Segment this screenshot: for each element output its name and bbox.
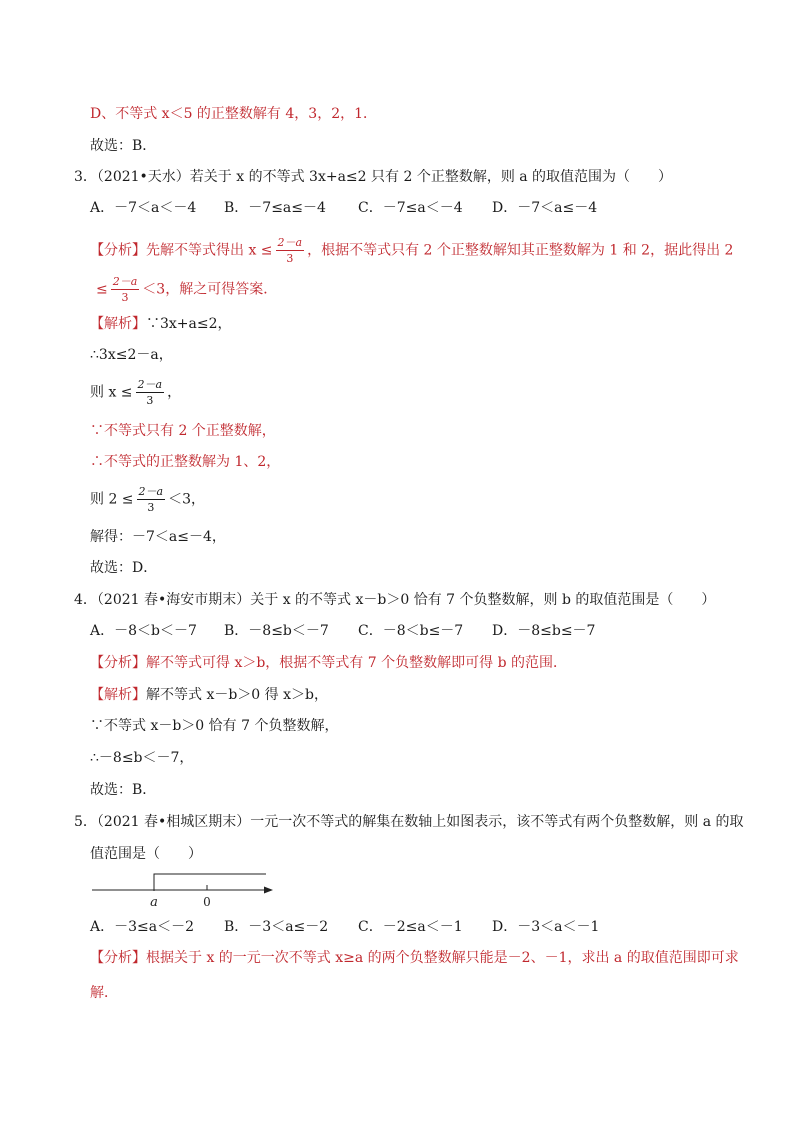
q3-analysis-text-1a: 先解不等式得出 x ≤ xyxy=(146,242,273,259)
q3-solution-step2: ∴3x≤2－a， xyxy=(90,347,173,363)
fraction-denominator: 3 xyxy=(147,501,155,514)
q5-analysis-line1 xyxy=(90,948,739,968)
tick-label-a: a xyxy=(150,895,158,910)
q4-solution-step1: 解不等式 x－b＞0 得 x＞b， xyxy=(146,687,328,703)
q3-solution-step5: ∴不等式的正整数解为 1、2， xyxy=(90,454,281,470)
q3-option-b: B．－7≤a≤－4 xyxy=(224,200,326,216)
q3-analysis-label: 【分析】 xyxy=(90,242,146,259)
q4-option-b: B．－8≤b＜－7 xyxy=(224,623,329,639)
prev-answer: 故选：B． xyxy=(90,138,157,154)
q3-analysis-text-2a: ≤ xyxy=(96,281,108,298)
prev-option-d: D、不等式 x＜5 的正整数解有 4，3，2，1． xyxy=(90,106,378,122)
q3-options xyxy=(90,198,626,218)
q3-solution-line1 xyxy=(90,314,232,334)
fraction-numerator: 2－a xyxy=(137,378,163,391)
q3-option-d: D．－7＜a≤－4 xyxy=(492,200,598,216)
q3-solution-line6 xyxy=(90,485,205,514)
q3-analysis-line1 xyxy=(90,236,733,265)
q3-solution-step7: 解得：－7＜a≤－4， xyxy=(90,529,226,545)
q3-solution-step4: ∵不等式只有 2 个正整数解， xyxy=(90,423,276,439)
q3-solution-line3 xyxy=(90,378,181,407)
solution-set-bracket xyxy=(154,874,266,891)
q5-option-d: D．－3＜a＜－1 xyxy=(492,919,600,935)
q4-options xyxy=(90,621,626,641)
fraction-numerator: 2－a xyxy=(112,275,138,288)
arrow-right-icon xyxy=(264,887,273,894)
q4-solution-line1 xyxy=(90,685,328,705)
q3-solution-step3b: ， xyxy=(167,384,182,401)
q5-analysis-label: 【分析】 xyxy=(90,950,146,966)
q3-solution-fraction-1 xyxy=(136,378,165,407)
q3-analysis-text-1b: ，根据不等式只有 2 个正整数解知其正整数解为 1 和 2，据此得出 2 xyxy=(307,242,734,259)
q3-solution-label: 【解析】 xyxy=(90,316,146,332)
q5-option-c: C．－2≤a＜－1 xyxy=(358,919,463,935)
q3-analysis-line2 xyxy=(96,275,277,304)
fraction-denominator: 3 xyxy=(146,394,154,407)
q4-analysis xyxy=(90,653,567,673)
q3-analysis-text-2b: ＜3，解之可得答案． xyxy=(142,281,278,298)
q4-answer: 故选：B． xyxy=(90,782,157,798)
q3-analysis-fraction-1 xyxy=(276,236,305,265)
q3-stem: 3．（2021•天水）若关于 x 的不等式 3x+a≤2 只有 2 个正整数解，则 a 的取值范围为（ ） xyxy=(74,169,673,185)
q5-analysis-text-1: 根据关于 x 的一元一次不等式 x≥a 的两个负整数解只能是－2、－1，求出 a 的取值范围即可求 xyxy=(146,950,739,966)
tick-label-zero: 0 xyxy=(203,895,211,909)
q4-option-a: A．－8＜b＜－7 xyxy=(90,623,197,639)
q4-solution-step2: ∵不等式 x－b＞0 恰有 7 个负整数解， xyxy=(90,718,339,734)
q4-option-c: C．－8＜b≤－7 xyxy=(358,623,464,639)
q4-analysis-label: 【分析】 xyxy=(90,655,146,671)
fraction-denominator: 3 xyxy=(121,291,129,304)
q4-analysis-text: 解不等式可得 x＞b，根据不等式有 7 个负整数解即可得 b 的范围． xyxy=(146,655,567,671)
q5-stem-line2: 值范围是（ ） xyxy=(90,846,202,862)
q3-solution-step6b: ＜3， xyxy=(168,491,206,508)
q3-option-a: A．－7＜a＜－4 xyxy=(90,200,197,216)
q5-stem-line1: 5．（2021 春•相城区期末）一元一次不等式的解集在数轴上如图表示，该不等式有两个负整数解，则 a 的取 xyxy=(74,814,744,830)
q4-stem: 4．（2021 春•海安市期末）关于 x 的不等式 x－b＞0 恰有 7 个负整数解，则 b 的取值范围是（ ） xyxy=(74,592,716,608)
q3-solution-step3a: 则 x ≤ xyxy=(90,384,133,401)
q3-solution-fraction-2 xyxy=(137,485,166,514)
q4-solution-label: 【解析】 xyxy=(90,687,146,703)
q4-option-d: D．－8≤b≤－7 xyxy=(492,623,596,639)
q5-options xyxy=(90,917,626,937)
fraction-numerator: 2－a xyxy=(277,236,303,249)
q5-option-a: A．－3≤a＜－2 xyxy=(90,919,195,935)
q4-solution-step3: ∴－8≤b＜－7， xyxy=(90,750,194,766)
number-line-figure xyxy=(90,870,290,910)
q3-solution-step1: ∵3x+a≤2， xyxy=(146,316,232,332)
q3-answer: 故选：D． xyxy=(90,560,158,576)
q5-option-b: B．－3＜a≤－2 xyxy=(224,919,329,935)
q5-analysis-line2: 解． xyxy=(90,985,118,1001)
q3-solution-step6a: 则 2 ≤ xyxy=(90,491,134,508)
fraction-numerator: 2－a xyxy=(138,485,164,498)
fraction-denominator: 3 xyxy=(286,252,294,265)
q3-option-c: C．－7≤a＜－4 xyxy=(358,200,463,216)
q3-analysis-fraction-2 xyxy=(111,275,140,304)
